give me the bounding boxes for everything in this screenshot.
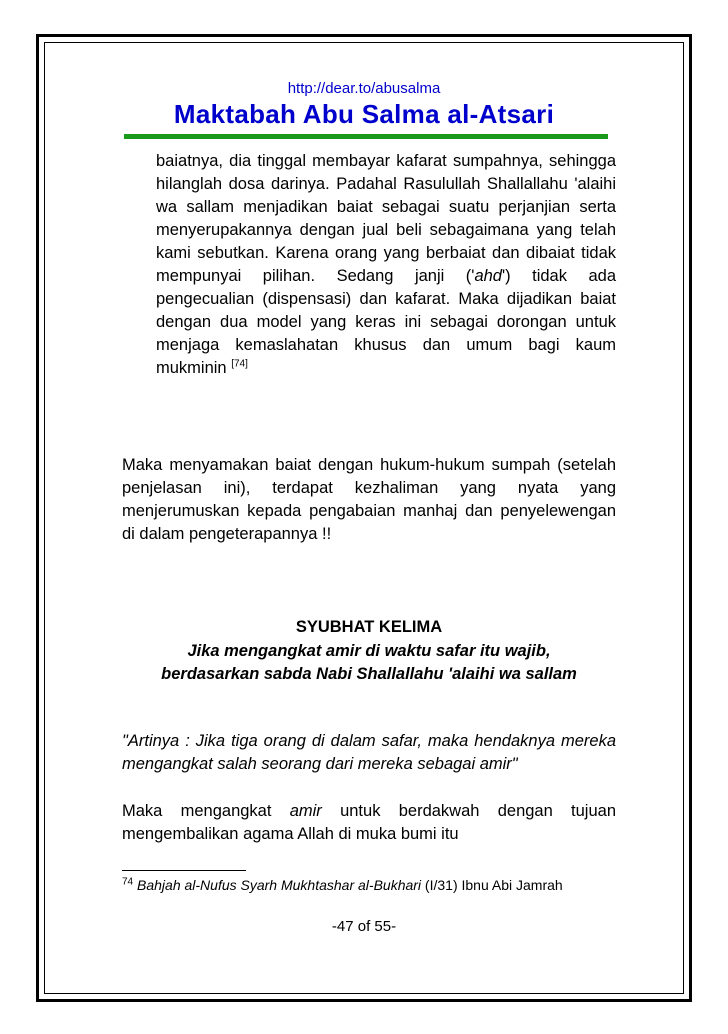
paragraph-2-before: Maka mengangkat (122, 802, 290, 820)
indented-quote-paragraph (156, 150, 616, 380)
footnote-book-title: Bahjah al-Nufus Syarh Mukhtashar al-Bukhari (137, 877, 422, 893)
section-heading: SYUBHAT KELIMA (295, 618, 443, 636)
page-number: -47 of 55- (331, 918, 397, 935)
body-paragraph-1: Maka menyamakan baiat dengan hukum-hukum sumpah (setelah penjelasan ini), terdapat kezhaliman yang nyata yang menjerumuskan kepada pengabaian manhaj dan penyelewengan di dalam pengeterapannya !! (122, 456, 616, 543)
footnote-text: (I/31) Ibnu Abi Jamrah (421, 877, 563, 893)
header-url[interactable]: http://dear.to/abusalma (287, 80, 441, 97)
footnote (122, 876, 622, 894)
body-paragraph-2 (122, 800, 616, 846)
quote-text-after: ') tidak ada pengecualian (dispensasi) dan kafarat. Maka dijadikan baiat dengan dua model yang keras ini sebagai dorongan untuk menjaga kemaslahatan khusus dan umum bagi kaum mukminin (156, 267, 617, 377)
section-subheading: Jika mengangkat amir di waktu safar itu wajib, berdasarkan sabda Nabi Shallallahu 'alaihi wa sallam (161, 642, 577, 683)
hadith-quote: "Artinya : Jika tiga orang di dalam safar, maka hendaknya mereka mengangkat salah seorang dari mereka sebagai amir" (122, 732, 616, 773)
paragraph-2-after: untuk berdakwah dengan tujuan mengembalikan agama Allah di muka bumi itu (122, 802, 616, 843)
quote-italic-word: ahd (474, 267, 502, 285)
quote-text: baiatnya, dia tinggal membayar kafarat sumpahnya, sehingga hilanglah dosa darinya. Padahal Rasulullah Shallallahu 'alaihi wa sallam menjadikan baiat sebagai suatu perjanjian serta menyerupakannya dengan jual beli sebagaimana yang telah kami sebutkan. Karena orang yang berbaiat dan dibaiat tidak mempunyai pilihan. Sedang janji (' (156, 152, 616, 285)
site-title: Maktabah Abu Salma al-Atsari (173, 99, 555, 129)
paragraph-2-italic: amir (289, 802, 322, 820)
footnote-number: 74 (122, 876, 134, 888)
title-underline (124, 134, 608, 139)
footnote-reference[interactable]: [74] (231, 358, 248, 370)
footnote-separator (122, 870, 246, 871)
